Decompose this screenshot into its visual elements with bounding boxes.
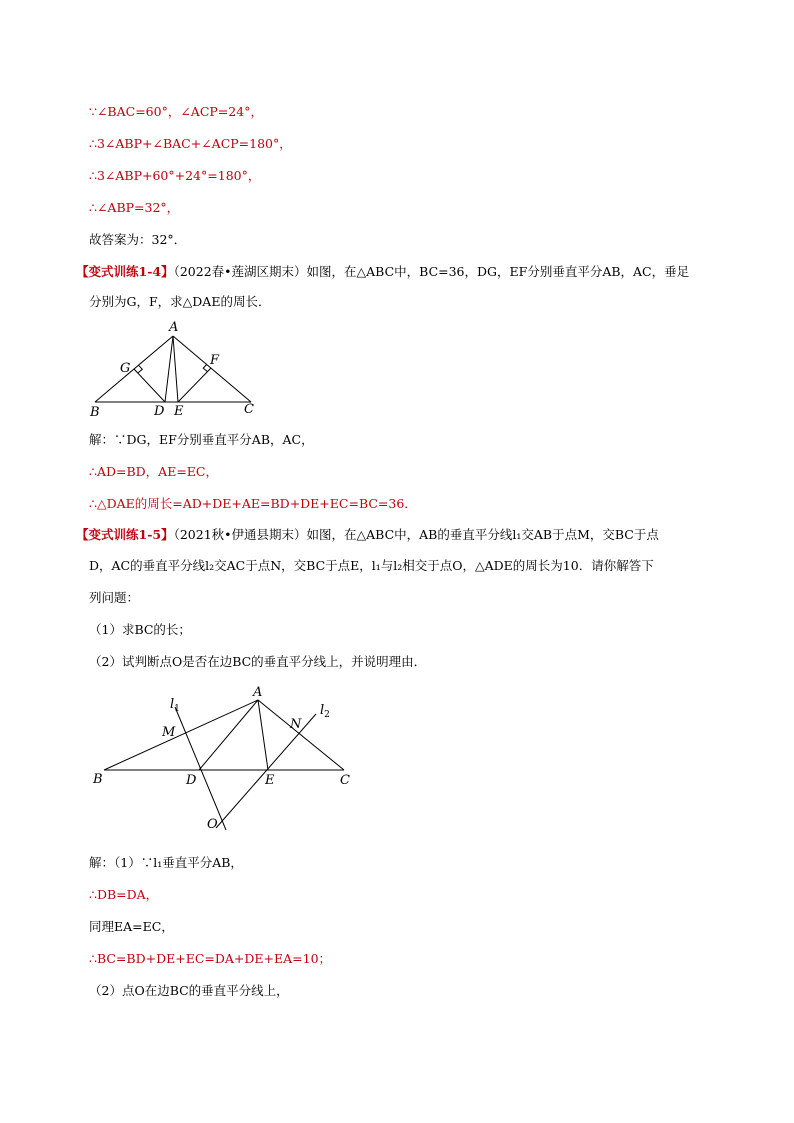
label-O: O (207, 817, 218, 832)
exercise-1-4-solution-line-3: ∴△DAE的周长=AD+DE+AE=BD+DE+EC=BC=36． (89, 496, 417, 511)
label-l1: $l_1$ (170, 697, 180, 714)
segment-EF (178, 368, 211, 402)
label-B: B (90, 405, 100, 420)
segment-AE (173, 336, 178, 402)
segment-AC (258, 700, 344, 770)
exercise-1-5-solution-line-1: 解：（1）∵l₁垂直平分AB， (89, 855, 243, 870)
exercise-1-4-solution-line-2: ∴AD=BD，AE=EC， (89, 464, 218, 479)
exercise-1-4-tag: 【变式训练1-4】 (76, 264, 174, 279)
exercise-1-5-problem-b: D，AC的垂直平分线l₂交AC于点N，交BC于点E，l₁与l₂相交于点O，△ADE的周长为10．请你解答下 (89, 558, 654, 573)
solution-line-2: ∴3∠ABP+∠BAC+∠ACP=180°， (89, 136, 292, 151)
exercise-1-5-problem-line-1 (76, 527, 659, 543)
label-E: E (174, 404, 184, 419)
solution-line-3: ∴3∠ABP+60°+24°=180°， (89, 168, 261, 183)
label-E: E (265, 773, 275, 788)
label-C: C (244, 402, 254, 417)
label-l2: $l_2$ (320, 703, 330, 720)
solution-line-4: ∴∠ABP=32°， (89, 200, 180, 215)
solution-line-1: ∵∠BAC=60°，∠ACP=24°， (89, 104, 263, 119)
exercise-1-5-tag: 【变式训练1-5】 (76, 527, 174, 542)
exercise-1-4-problem-b: 分别为G，F，求△DAE的周长． (89, 294, 271, 309)
segment-DG (134, 369, 165, 402)
exercise-1-4-solution-line-1: 解：∵DG，EF分别垂直平分AB，AC， (89, 432, 314, 447)
label-F: F (210, 353, 220, 368)
segment-AD (199, 700, 258, 770)
right-angle-mark-G (138, 365, 142, 373)
segment-AB (104, 700, 258, 770)
label-D: D (154, 404, 165, 419)
label-A: A (169, 320, 179, 335)
exercise-1-4-problem-a: （2022春•莲湖区期末）如图，在△ABC中，BC=36，DG，EF分别垂直平分AB，AC，垂足 (173, 264, 690, 279)
segment-AE (258, 700, 268, 770)
label-D: D (186, 773, 197, 788)
exercise-1-5-solution-line-2: ∴DB=DA， (89, 887, 159, 902)
label-C: C (340, 773, 350, 788)
segment-AD (165, 336, 173, 402)
exercise-1-5-question-2: （2）试判断点O是否在边BC的垂直平分线上，并说明理由． (89, 654, 427, 669)
right-angle-mark-F (203, 364, 207, 371)
exercise-1-5-figure (88, 682, 368, 840)
exercise-1-4-problem-line-1 (76, 264, 689, 280)
label-A: A (253, 685, 263, 700)
exercise-1-4-figure (85, 316, 275, 422)
exercise-1-5-solution-line-3: 同理EA=EC， (89, 919, 174, 934)
answer-line: 故答案为：32°． (89, 232, 187, 247)
label-N: N (290, 717, 302, 732)
label-M: M (162, 725, 176, 740)
label-B: B (93, 772, 103, 787)
exercise-1-5-problem-c: 列问题： (89, 590, 140, 605)
exercise-1-5-solution-line-4: ∴BC=BD+DE+EC=DA+DE+EA=10； (89, 951, 332, 966)
exercise-1-5-question-1: （1）求BC的长； (89, 622, 191, 637)
exercise-1-5-problem-a: （2021秋•伊通县期末）如图，在△ABC中，AB的垂直平分线l₁交AB于点M，交BC于点 (173, 527, 659, 542)
label-G: G (120, 361, 131, 376)
exercise-1-5-solution-line-5: （2）点O在边BC的垂直平分线上， (89, 983, 289, 998)
line-l1 (175, 707, 226, 830)
segment-AC (173, 336, 251, 402)
